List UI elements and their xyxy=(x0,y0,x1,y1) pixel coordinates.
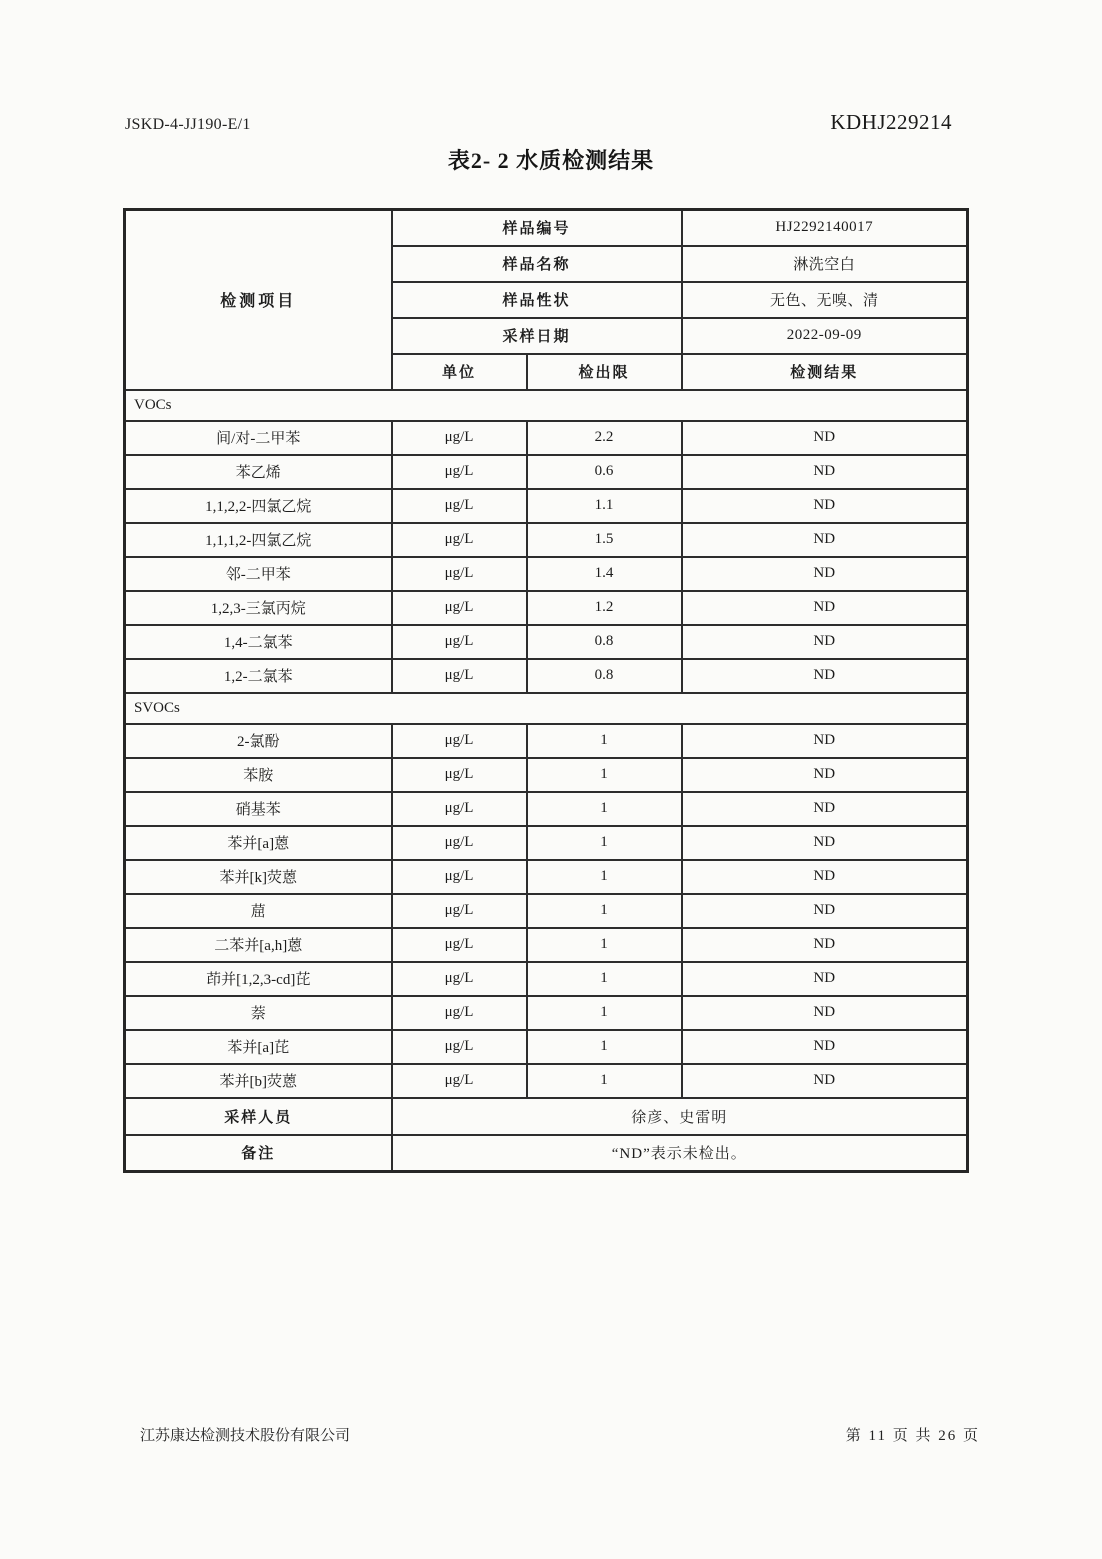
sample-id-label: 样品编号 xyxy=(392,210,682,246)
detection-limit-cell: 0.6 xyxy=(527,455,682,489)
analyte-name-cell: 间/对-二甲苯 xyxy=(125,421,392,455)
result-cell: ND xyxy=(682,489,968,523)
detection-limit-cell: 1 xyxy=(527,1030,682,1064)
meta-row xyxy=(125,210,968,246)
document-footer xyxy=(140,1424,980,1445)
unit-cell: μg/L xyxy=(392,523,527,557)
result-cell: ND xyxy=(682,928,968,962)
sample-name-label: 样品名称 xyxy=(392,246,682,282)
detection-limit-cell: 1 xyxy=(527,724,682,758)
table-row xyxy=(125,591,968,625)
unit-cell: μg/L xyxy=(392,489,527,523)
analyte-name-cell: 萘 xyxy=(125,996,392,1030)
document-header xyxy=(125,110,952,135)
result-cell: ND xyxy=(682,792,968,826)
unit-cell: μg/L xyxy=(392,724,527,758)
detection-limit-cell: 1 xyxy=(527,826,682,860)
analyte-name-cell: 1,2-二氯苯 xyxy=(125,659,392,693)
result-cell: ND xyxy=(682,962,968,996)
analyte-name-cell: 1,4-二氯苯 xyxy=(125,625,392,659)
water-quality-results-table xyxy=(123,208,969,1173)
detection-limit-cell: 0.8 xyxy=(527,659,682,693)
analyte-name-cell: 苯并[a]蒽 xyxy=(125,826,392,860)
detection-limit-cell: 1.4 xyxy=(527,557,682,591)
unit-cell: μg/L xyxy=(392,1064,527,1098)
remark-row xyxy=(125,1135,968,1172)
unit-cell: μg/L xyxy=(392,826,527,860)
unit-cell: μg/L xyxy=(392,557,527,591)
analyte-name-cell: 苯并[b]荧蒽 xyxy=(125,1064,392,1098)
table-row xyxy=(125,894,968,928)
document-code: JSKD-4-JJ190-E/1 xyxy=(125,116,251,133)
unit-cell: μg/L xyxy=(392,792,527,826)
analyte-name-cell: 䓛 xyxy=(125,894,392,928)
result-cell: ND xyxy=(682,1064,968,1098)
analyte-name-cell: 1,2,3-三氯丙烷 xyxy=(125,591,392,625)
report-number: KDHJ229214 xyxy=(830,110,952,134)
detection-limit-cell: 2.2 xyxy=(527,421,682,455)
detection-limit-cell: 1 xyxy=(527,1064,682,1098)
analyte-name-cell: 邻-二甲苯 xyxy=(125,557,392,591)
table-row xyxy=(125,724,968,758)
table-row xyxy=(125,996,968,1030)
unit-cell: μg/L xyxy=(392,625,527,659)
unit-cell: μg/L xyxy=(392,894,527,928)
sample-character-label: 样品性状 xyxy=(392,282,682,318)
analyte-name-cell: 1,1,2,2-四氯乙烷 xyxy=(125,489,392,523)
sample-character-value: 无色、无嗅、清 xyxy=(682,282,968,318)
table-row xyxy=(125,826,968,860)
detection-limit-cell: 1.1 xyxy=(527,489,682,523)
result-column-header: 检测结果 xyxy=(682,354,968,390)
unit-cell: μg/L xyxy=(392,962,527,996)
table-row xyxy=(125,1030,968,1064)
section-row-svocs xyxy=(125,693,968,724)
result-cell: ND xyxy=(682,625,968,659)
result-cell: ND xyxy=(682,724,968,758)
table-row xyxy=(125,523,968,557)
analyte-name-cell: 苯并[a]芘 xyxy=(125,1030,392,1064)
footer-company-name: 江苏康达检测技术股份有限公司 xyxy=(140,1428,351,1444)
detection-limit-cell: 1 xyxy=(527,792,682,826)
section-label-vocs: VOCs xyxy=(125,390,968,421)
unit-cell: μg/L xyxy=(392,421,527,455)
item-header-cell: 检测项目 xyxy=(125,210,392,390)
table-row xyxy=(125,860,968,894)
result-cell: ND xyxy=(682,523,968,557)
analyte-name-cell: 苯乙烯 xyxy=(125,455,392,489)
result-cell: ND xyxy=(682,826,968,860)
table-row xyxy=(125,928,968,962)
analyte-name-cell: 茚并[1,2,3-cd]芘 xyxy=(125,962,392,996)
section-label-svocs: SVOCs xyxy=(125,693,968,724)
result-cell: ND xyxy=(682,894,968,928)
table-row xyxy=(125,659,968,693)
unit-cell: μg/L xyxy=(392,996,527,1030)
samplers-row xyxy=(125,1098,968,1135)
unit-cell: μg/L xyxy=(392,455,527,489)
result-cell: ND xyxy=(682,758,968,792)
sampling-date-value: 2022-09-09 xyxy=(682,318,968,354)
sample-id-value: HJ2292140017 xyxy=(682,210,968,246)
remark-label: 备注 xyxy=(125,1135,392,1172)
remark-value: “ND”表示未检出。 xyxy=(392,1135,968,1172)
result-cell: ND xyxy=(682,860,968,894)
result-cell: ND xyxy=(682,455,968,489)
samplers-label: 采样人员 xyxy=(125,1098,392,1135)
analyte-name-cell: 1,1,1,2-四氯乙烷 xyxy=(125,523,392,557)
table-row xyxy=(125,421,968,455)
section-row-vocs xyxy=(125,390,968,421)
table-row xyxy=(125,557,968,591)
table-row xyxy=(125,962,968,996)
result-cell: ND xyxy=(682,421,968,455)
detection-limit-cell: 0.8 xyxy=(527,625,682,659)
table-row xyxy=(125,489,968,523)
footer-page-indicator: 第 11 页 共 26 页 xyxy=(845,1428,980,1444)
sample-name-value: 淋洗空白 xyxy=(682,246,968,282)
analyte-name-cell: 二苯并[a,h]蒽 xyxy=(125,928,392,962)
result-cell: ND xyxy=(682,557,968,591)
analyte-name-cell: 2-氯酚 xyxy=(125,724,392,758)
detection-limit-cell: 1 xyxy=(527,996,682,1030)
table-row xyxy=(125,1064,968,1098)
table-row xyxy=(125,758,968,792)
unit-cell: μg/L xyxy=(392,860,527,894)
unit-cell: μg/L xyxy=(392,659,527,693)
detection-limit-cell: 1.2 xyxy=(527,591,682,625)
unit-column-header: 单位 xyxy=(392,354,527,390)
sampling-date-label: 采样日期 xyxy=(392,318,682,354)
detection-limit-cell: 1.5 xyxy=(527,523,682,557)
result-cell: ND xyxy=(682,659,968,693)
unit-cell: μg/L xyxy=(392,758,527,792)
table-row xyxy=(125,625,968,659)
unit-cell: μg/L xyxy=(392,591,527,625)
analyte-name-cell: 硝基苯 xyxy=(125,792,392,826)
detection-limit-cell: 1 xyxy=(527,928,682,962)
result-cell: ND xyxy=(682,591,968,625)
unit-cell: μg/L xyxy=(392,928,527,962)
detection-limit-cell: 1 xyxy=(527,894,682,928)
samplers-value: 徐彦、史雷明 xyxy=(392,1098,968,1135)
result-cell: ND xyxy=(682,996,968,1030)
result-cell: ND xyxy=(682,1030,968,1064)
detection-limit-cell: 1 xyxy=(527,962,682,996)
table-row xyxy=(125,792,968,826)
table-row xyxy=(125,455,968,489)
detection-limit-cell: 1 xyxy=(527,758,682,792)
detection-limit-cell: 1 xyxy=(527,860,682,894)
detection-limit-column-header: 检出限 xyxy=(527,354,682,390)
table-title: 表2- 2 水质检测结果 xyxy=(447,148,655,173)
analyte-name-cell: 苯胺 xyxy=(125,758,392,792)
unit-cell: μg/L xyxy=(392,1030,527,1064)
analyte-name-cell: 苯并[k]荧蒽 xyxy=(125,860,392,894)
